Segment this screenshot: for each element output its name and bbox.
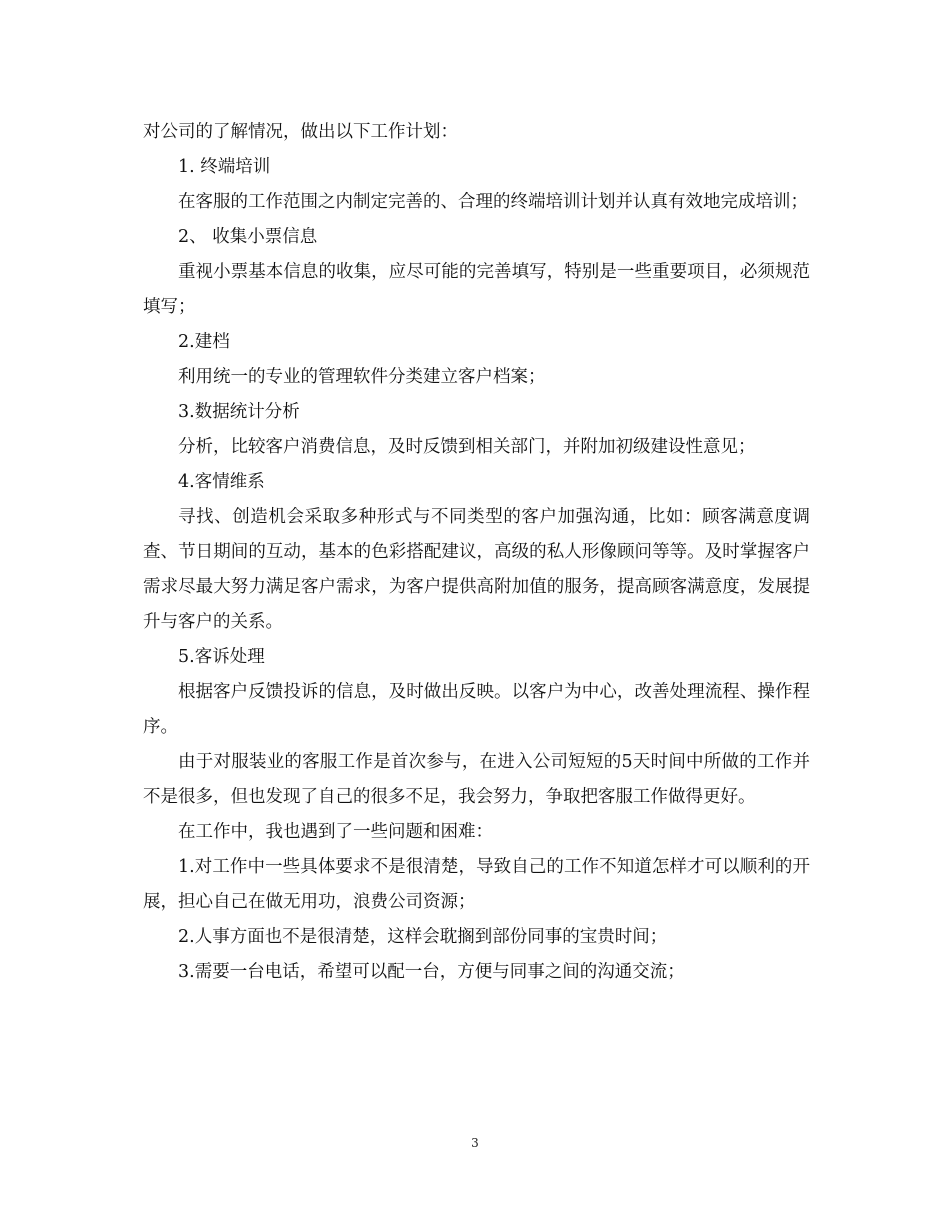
heading-complaint-handling: 5.客诉处理 [178,647,265,667]
document-body [143,115,810,990]
paragraph-customer-relations: 寻找、创造机会采取多种形式与不同类型的客户加强沟通，比如：顾客满意度调查、节日期间的互动，基本的色彩搭配建议，高级的私人形像顾问等等。及时掌握客户需求尽最大努力满足客户需求，为客户提供高附加值的服务，提高顾客满意度，发展提升与客户的关系。 [143,507,810,632]
paragraph-problems-intro: 在工作中，我也遇到了一些问题和困难： [178,822,493,842]
paragraph-problem-3: 3.需要一台电话，希望可以配一台，方便与同事之间的沟通交流； [178,962,685,982]
paragraph-intro: 对公司的了解情况，做出以下工作计划： [143,122,458,142]
heading-archiving: 2.建档 [178,332,230,352]
heading-collect-receipts: 2、 收集小票信息 [178,227,318,247]
paragraph-terminal-training: 在客服的工作范围之内制定完善的、合理的终端培训计划并认真有效地完成培训； [178,192,808,212]
paragraph-complaint-handling: 根据客户反馈投诉的信息，及时做出反映。以客户为中心，改善处理流程、操作程序。 [143,682,810,737]
paragraph-data-analysis: 分析，比较客户消费信息，及时反馈到相关部门，并附加初级建设性意见； [178,437,756,457]
paragraph-archiving: 利用统一的专业的管理软件分类建立客户档案； [178,367,546,387]
paragraph-collect-receipts: 重视小票基本信息的收集，应尽可能的完善填写，特别是一些重要项目，必须规范填写； [143,262,810,317]
page-number: 3 [471,1136,479,1150]
heading-data-analysis: 3.数据统计分析 [178,402,300,422]
paragraph-problem-1: 1.对工作中一些具体要求不是很清楚，导致自己的工作不知道怎样才可以顺利的开展，担心自己在做无用功，浪费公司资源； [143,857,810,912]
paragraph-reflection: 由于对服装业的客服工作是首次参与，在进入公司短短的5天时间中所做的工作并不是很多，但也发现了自己的很多不足，我会努力，争取把客服工作做得更好。 [143,752,810,807]
heading-customer-relations: 4.客情维系 [178,472,265,492]
paragraph-problem-2: 2.人事方面也不是很清楚，这样会耽搁到部份同事的宝贵时间； [178,927,668,947]
heading-terminal-training: 1. 终端培训 [178,157,271,177]
